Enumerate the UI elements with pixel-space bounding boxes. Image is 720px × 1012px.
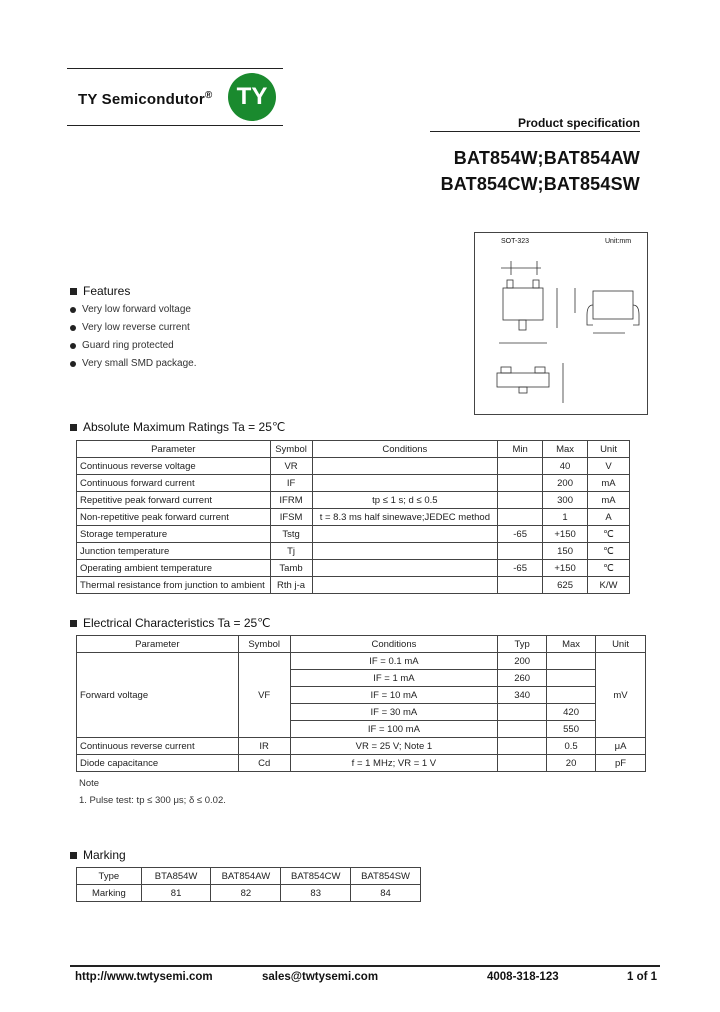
cell: VR = 25 V; Note 1 <box>290 738 498 755</box>
cell: mA <box>588 492 630 509</box>
cell <box>312 577 498 594</box>
cell: 550 <box>547 721 596 738</box>
bullet-dot-icon <box>70 343 76 349</box>
cell <box>498 577 543 594</box>
features-heading <box>70 284 130 298</box>
cell: 83 <box>281 885 351 902</box>
cell: 420 <box>547 704 596 721</box>
cell: 625 <box>543 577 588 594</box>
footer-page-number: 1 of 1 <box>627 971 658 983</box>
cell: 260 <box>498 670 547 687</box>
table-row <box>77 475 630 492</box>
cell <box>312 543 498 560</box>
table-row <box>77 577 630 594</box>
cell: Rth j-a <box>270 577 312 594</box>
footer-phone: 4008-318-123 <box>487 971 559 983</box>
cell: Junction temperature <box>77 543 271 560</box>
package-outline-drawing <box>474 232 648 415</box>
cell: Tj <box>270 543 312 560</box>
cell <box>312 475 498 492</box>
table-row <box>77 492 630 509</box>
features-title: Features <box>83 284 131 298</box>
cell: Cd <box>238 755 290 772</box>
cell: Tamb <box>270 560 312 577</box>
col-header: Min <box>498 441 543 458</box>
cell <box>312 560 498 577</box>
cell: BAT854CW <box>281 868 351 885</box>
cell <box>498 509 543 526</box>
cell: t = 8.3 ms half sinewave;JEDEC method <box>312 509 498 526</box>
cell: K/W <box>588 577 630 594</box>
cell: 20 <box>547 755 596 772</box>
bullet-dot-icon <box>70 325 76 331</box>
marking-table <box>76 867 421 902</box>
footer-rule <box>70 965 660 967</box>
col-header: Parameter <box>77 441 271 458</box>
cell: IF = 10 mA <box>290 687 498 704</box>
cell: 300 <box>543 492 588 509</box>
cell: IF = 30 mA <box>290 704 498 721</box>
table-row <box>77 868 421 885</box>
cell <box>498 721 547 738</box>
col-header: Parameter <box>77 636 239 653</box>
cell: V <box>588 458 630 475</box>
cell: Continuous reverse current <box>77 738 239 755</box>
cell: VF <box>238 653 290 738</box>
cell: ℃ <box>588 560 630 577</box>
registered-mark: ® <box>204 90 213 101</box>
brand-name <box>78 90 212 108</box>
cell <box>498 475 543 492</box>
table-row <box>77 560 630 577</box>
cell: mA <box>588 475 630 492</box>
cell <box>498 704 547 721</box>
cell <box>498 738 547 755</box>
col-header: Conditions <box>312 441 498 458</box>
col-header: Unit <box>588 441 630 458</box>
table-row <box>77 509 630 526</box>
feature-text: Very low forward voltage <box>82 304 191 315</box>
footer-website-link[interactable]: http://www.twtysemi.com <box>75 971 213 983</box>
feature-item <box>70 322 190 333</box>
cell: Storage temperature <box>77 526 271 543</box>
abs-max-title: Absolute Maximum Ratings Ta = 25℃ <box>83 420 286 434</box>
feature-text: Very small SMD package. <box>82 358 197 369</box>
cell: f = 1 MHz; VR = 1 V <box>290 755 498 772</box>
cell: Continuous reverse voltage <box>77 458 271 475</box>
cell: IF = 0.1 mA <box>290 653 498 670</box>
cell: Non-repetitive peak forward current <box>77 509 271 526</box>
col-header: Typ <box>498 636 547 653</box>
cell: Diode capacitance <box>77 755 239 772</box>
table-row <box>77 458 630 475</box>
cell: ℃ <box>588 543 630 560</box>
note-text: 1. Pulse test: tp ≤ 300 μs; δ ≤ 0.02. <box>79 795 226 806</box>
cell: IFRM <box>270 492 312 509</box>
cell <box>498 755 547 772</box>
cell: Marking <box>77 885 142 902</box>
cell <box>498 458 543 475</box>
col-header: Conditions <box>290 636 498 653</box>
cell <box>498 492 543 509</box>
elec-title: Electrical Characteristics Ta = 25℃ <box>83 616 271 630</box>
cell: tp ≤ 1 s; d ≤ 0.5 <box>312 492 498 509</box>
cell: 1 <box>543 509 588 526</box>
cell: 81 <box>141 885 211 902</box>
marking-heading <box>70 848 126 862</box>
package-dimension-sketch-icon <box>475 233 647 414</box>
elec-heading <box>70 616 271 630</box>
cell: Thermal resistance from junction to ambient <box>77 577 271 594</box>
cell: 84 <box>351 885 421 902</box>
table-row <box>77 543 630 560</box>
feature-text: Guard ring protected <box>82 340 174 351</box>
table-row <box>77 526 630 543</box>
cell <box>547 653 596 670</box>
cell: pF <box>596 755 646 772</box>
cell <box>547 687 596 704</box>
cell: BAT854AW <box>211 868 281 885</box>
part-number-line-1: BAT854W;BAT854AW <box>453 148 640 168</box>
cell: VR <box>270 458 312 475</box>
cell: +150 <box>543 560 588 577</box>
col-header: Unit <box>596 636 646 653</box>
logo-text: TY <box>236 83 268 110</box>
cell: 150 <box>543 543 588 560</box>
cell: -65 <box>498 526 543 543</box>
table-header-row <box>77 636 646 653</box>
section-bullet-icon <box>70 288 77 295</box>
cell <box>547 670 596 687</box>
brand-text: TY Semicondutor <box>78 91 205 108</box>
col-header: Max <box>547 636 596 653</box>
abs-max-table <box>76 440 630 594</box>
abs-max-heading <box>70 420 285 434</box>
table-row <box>77 738 646 755</box>
cell: Continuous forward current <box>77 475 271 492</box>
table-row <box>77 885 421 902</box>
cell: 40 <box>543 458 588 475</box>
section-bullet-icon <box>70 424 77 431</box>
cell: 0.5 <box>547 738 596 755</box>
company-logo <box>228 73 276 121</box>
footer-email-link[interactable]: sales@twtysemi.com <box>262 971 379 983</box>
cell: Tstg <box>270 526 312 543</box>
cell: +150 <box>543 526 588 543</box>
cell: 82 <box>211 885 281 902</box>
cell: Forward voltage <box>77 653 239 738</box>
cell: IF = 1 mA <box>290 670 498 687</box>
cell: IFSM <box>270 509 312 526</box>
feature-item <box>70 340 174 351</box>
cell: IF <box>270 475 312 492</box>
cell: IR <box>238 738 290 755</box>
cell: A <box>588 509 630 526</box>
cell: BAT854SW <box>351 868 421 885</box>
header-bottom-rule <box>67 125 283 126</box>
package-unit: Unit:mm <box>605 238 632 245</box>
part-number-line-2: BAT854CW;BAT854SW <box>440 174 640 194</box>
spec-rule <box>430 131 640 132</box>
cell: mV <box>596 653 646 738</box>
col-header: Symbol <box>270 441 312 458</box>
cell: 200 <box>543 475 588 492</box>
cell <box>312 526 498 543</box>
col-header: Symbol <box>238 636 290 653</box>
table-row <box>77 755 646 772</box>
feature-item <box>70 358 197 369</box>
cell <box>498 543 543 560</box>
feature-text: Very low reverse current <box>82 322 190 333</box>
cell: Operating ambient temperature <box>77 560 271 577</box>
cell: 340 <box>498 687 547 704</box>
bullet-dot-icon <box>70 307 76 313</box>
cell: Repetitive peak forward current <box>77 492 271 509</box>
table-row <box>77 653 646 670</box>
elec-table <box>76 635 646 772</box>
product-specification-label: Product specification <box>517 116 640 130</box>
header-top-rule <box>67 68 283 69</box>
cell: BTA854W <box>141 868 211 885</box>
feature-item <box>70 304 191 315</box>
cell: ℃ <box>588 526 630 543</box>
table-header-row <box>77 441 630 458</box>
cell: -65 <box>498 560 543 577</box>
cell: Type <box>77 868 142 885</box>
section-bullet-icon <box>70 852 77 859</box>
bullet-dot-icon <box>70 361 76 367</box>
cell: IF = 100 mA <box>290 721 498 738</box>
package-name: SOT-323 <box>501 238 530 245</box>
section-bullet-icon <box>70 620 77 627</box>
note-label: Note <box>79 778 100 789</box>
cell: 200 <box>498 653 547 670</box>
cell: μA <box>596 738 646 755</box>
cell <box>312 458 498 475</box>
col-header: Max <box>543 441 588 458</box>
marking-title: Marking <box>83 848 126 862</box>
